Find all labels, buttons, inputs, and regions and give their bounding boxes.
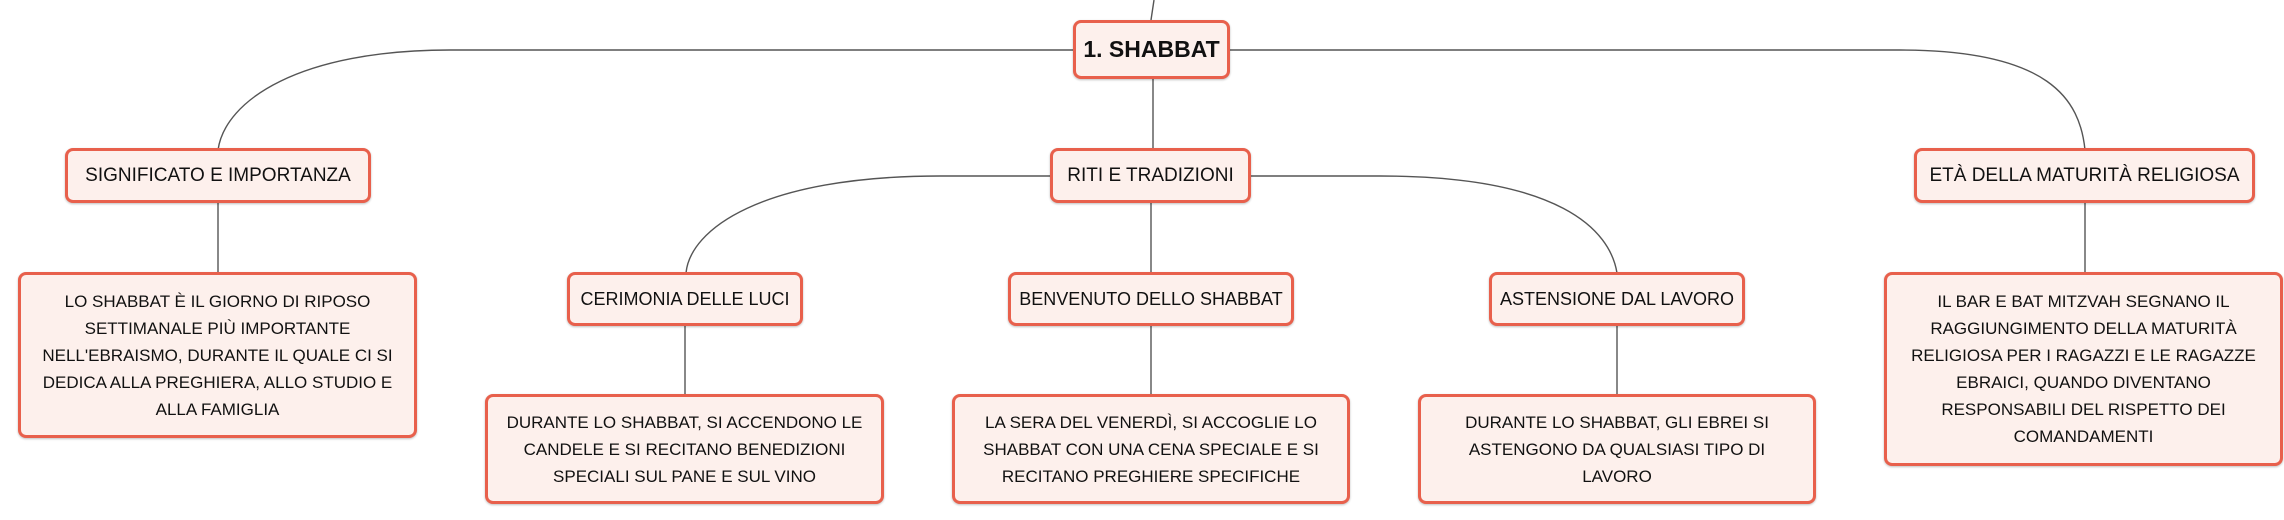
maturita-node[interactable]: ETÀ DELLA MATURITÀ RELIGIOSA (1914, 148, 2255, 203)
connector-riti-luci (686, 176, 1051, 273)
riti-node[interactable]: RITI E TRADIZIONI (1050, 148, 1251, 203)
significato-node[interactable]: SIGNIFICATO E IMPORTANZA (65, 148, 371, 203)
connector-parent (1151, 0, 1154, 20)
significato-detail[interactable]: LO SHABBAT È IL GIORNO DI RIPOSO SETTIMANALE PIÙ IMPORTANTE NELL'EBRAISMO, DURANTE IL QUALE CI SI DEDICA ALLA PREGHIERA, ALLO STUDIO E ALLA FAMIGLIA (18, 272, 417, 438)
astensione-node[interactable]: ASTENSIONE DAL LAVORO (1489, 272, 1745, 326)
connector-riti-astensione (1250, 176, 1617, 273)
astensione-detail[interactable]: DURANTE LO SHABBAT, GLI EBREI SI ASTENGONO DA QUALSIASI TIPO DI LAVORO (1418, 394, 1816, 504)
luci-detail[interactable]: DURANTE LO SHABBAT, SI ACCENDONO LE CANDELE E SI RECITANO BENEDIZIONI SPECIALI SUL PANE E SUL VINO (485, 394, 884, 504)
connector-root-significato (218, 50, 1075, 150)
maturita-detail[interactable]: IL BAR E BAT MITZVAH SEGNANO IL RAGGIUNGIMENTO DELLA MATURITÀ RELIGIOSA PER I RAGAZZI E LE RAGAZZE EBRAICI, QUANDO DIVENTANO RESPONSABILI DEL RISPETTO DEI COMANDAMENTI (1884, 272, 2283, 466)
benvenuto-node[interactable]: BENVENUTO DELLO SHABBAT (1008, 272, 1294, 326)
root-node[interactable]: 1. SHABBAT (1073, 20, 1230, 79)
connector-root-maturita (1230, 50, 2085, 150)
benvenuto-detail[interactable]: LA SERA DEL VENERDÌ, SI ACCOGLIE LO SHABBAT CON UNA CENA SPECIALE E SI RECITANO PREGHIERE SPECIFICHE (952, 394, 1350, 504)
luci-node[interactable]: CERIMONIA DELLE LUCI (567, 272, 803, 326)
